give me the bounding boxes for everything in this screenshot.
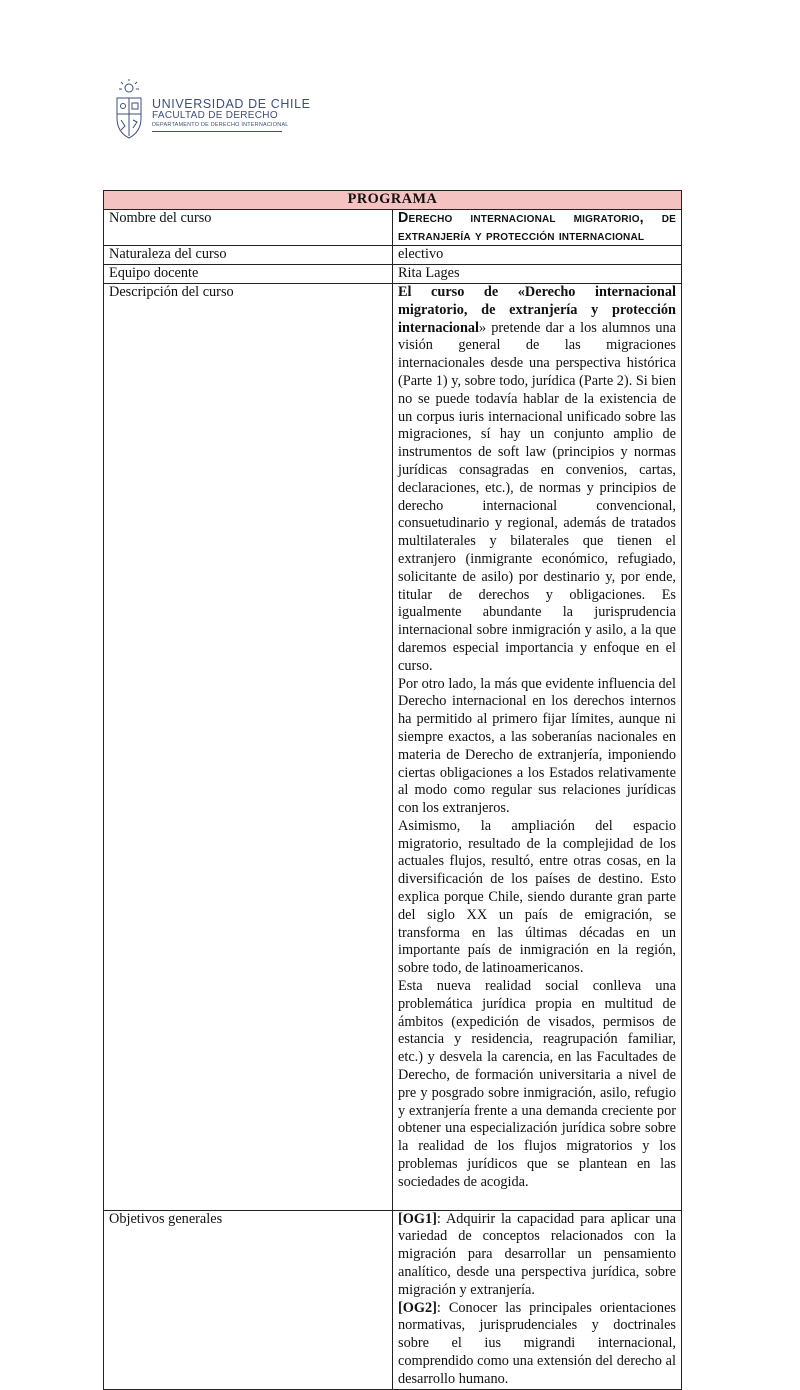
course-name-value	[393, 209, 682, 246]
description-paragraph-1	[398, 284, 676, 676]
description-value	[393, 283, 682, 1210]
og2-text: : Conocer las principales orientaciones normativas, jurisprudenciales y doctrinales sobre el ius migrandi internacional, comprendido como una extensión del derecho al desarrollo humano.	[398, 1299, 676, 1387]
table-title: PROGRAMA	[104, 191, 682, 210]
objectives-value	[393, 1210, 682, 1389]
university-seal-icon	[112, 78, 146, 140]
header-rule	[152, 131, 282, 132]
table-row-objectives	[104, 1210, 682, 1389]
nature-value: electivo	[393, 246, 682, 265]
nature-label: Naturaleza del curso	[104, 246, 393, 265]
description-course-title: Derecho internacional migratorio, de extranjería y protección internacional	[398, 283, 676, 336]
description-paragraph-2: Por otro lado, la más que evidente influencia del Derecho internacional en los derechos internos ha permitido al primero fijar límites, aunque ni siempre exactos, a las soberanías nacionales en materia de Derecho de extranjería, imponiendo ciertas obligaciones a los Estados relativamente al modo como regular sus relaciones jurídicas con los extranjeros.	[398, 675, 676, 817]
table-title-row	[104, 191, 682, 210]
team-label: Equipo docente	[104, 265, 393, 284]
description-paragraph-1-text: » pretende dar a los alumnos una visión general de las migraciones internacionales desde una perspectiva histórica (Parte 1) y, sobre todo, jurídica (Parte 2). Si bien no se puede todavía hablar de la existencia de un corpus iuris internacional unificado sobre las migraciones, sí hay un conjunto amplio de instrumentos de soft law (principios y normas jurídicas consagradas en convenios, cartas, declaraciones, etc.), de normas y principios de derecho internacional convencional, consuetudinario y regional, además de tratados multilaterales y bilaterales que tienen el extranjero (inmigrante económico, refugiado, solicitante de asilo) por destinario y, por ende, titular de derechos y obligaciones. Es igualmente abundante la jurisprudencia internacional sobre inmigración y asilo, a la que daremos especial importancia y enfoque en el curso.	[398, 319, 676, 674]
faculty-name: FACULTAD DE DERECHO	[152, 110, 278, 121]
og1-tag: [OG1]	[398, 1210, 437, 1227]
table-row-nature	[104, 246, 682, 265]
table-row-team	[104, 265, 682, 284]
description-label: Descripción del curso	[104, 283, 393, 1210]
table-row-course-name	[104, 209, 682, 246]
og2-tag: [OG2]	[398, 1299, 437, 1316]
table-row-description	[104, 283, 682, 1210]
university-name: UNIVERSIDAD DE CHILE	[152, 97, 311, 111]
course-name-text: Derecho internacional migratorio, de extranjería y protección internacional	[398, 209, 676, 244]
objective-og2	[398, 1300, 676, 1389]
description-intro: El curso de «	[398, 283, 525, 300]
og1-text: : Adquirir la capacidad para aplicar una variedad de conceptos relacionados con la migración para desarrollar un pensamiento analítico, desde una perspectiva jurídica, sobre migración y extranjería.	[398, 1210, 676, 1298]
description-paragraph-3: Asimismo, la ampliación del espacio migratorio, resultado de la complejidad de los actuales flujos, resultó, entre otras cosas, en la diversificación de los países de destino. Esto explica porque Chile, siendo durante gran parte del siglo XX un país de emigración, se transforma en las últimas décadas en un importante país de inmigración en la región, sobre todo, de latinoamericanos.	[398, 817, 676, 977]
objectives-label: Objetivos generales	[104, 1210, 393, 1389]
description-paragraph-4: Esta nueva realidad social conlleva una problemática jurídica propia en multitud de ámbitos (expedición de visados, permisos de estancia y residencia, reagrupación familiar, etc.) y desvela la carencia, en las Facultades de Derecho, de formación universitaria a nivel de pre y posgrado sobre inmigración, asilo, refugio y extranjería frente a una demanda creciente por obtener una especialización jurídica sobre sobre la realidad de los flujos migratorios y los problemas jurídicos que se plantean en las sociedades de acogida.	[398, 978, 676, 1190]
department-name: DEPARTAMENTO DE DERECHO INTERNACIONAL	[152, 122, 289, 128]
team-value: Rita Lages	[393, 265, 682, 284]
university-header	[112, 78, 311, 140]
program-table	[103, 190, 682, 1390]
university-wordmark	[152, 98, 311, 132]
course-name-label: Nombre del curso	[104, 209, 393, 246]
